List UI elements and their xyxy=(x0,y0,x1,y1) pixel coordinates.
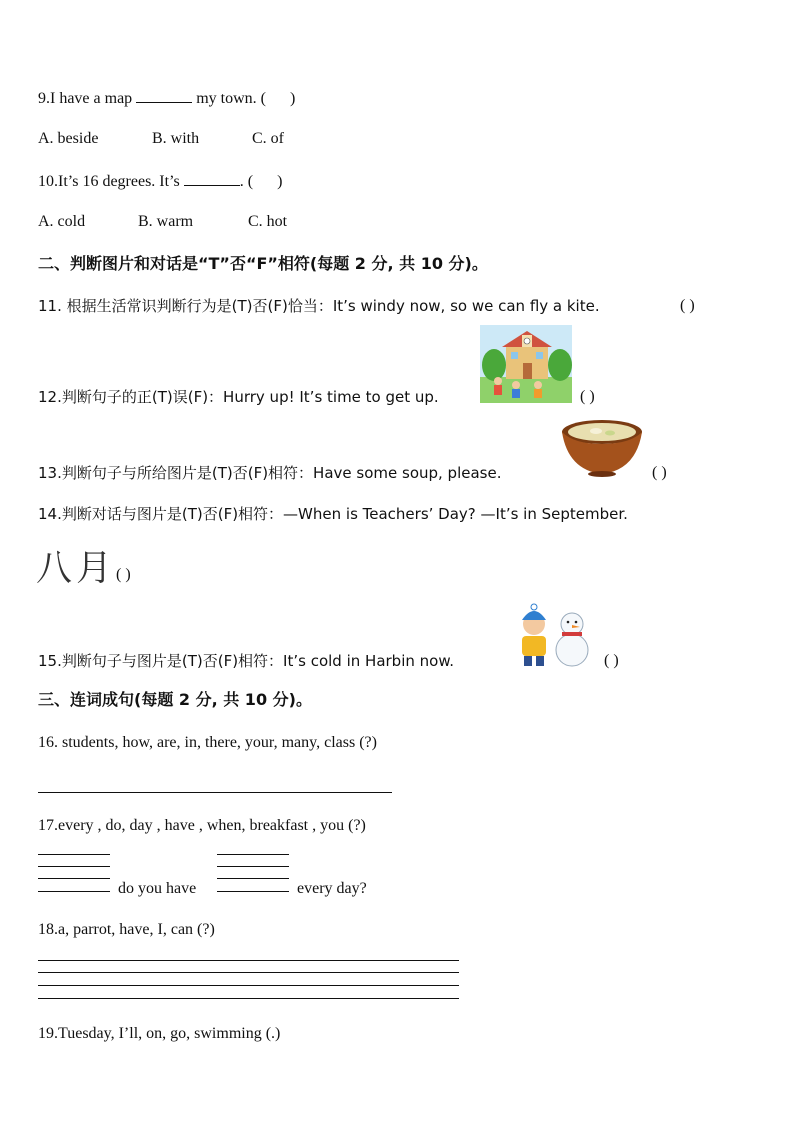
snowman-icon xyxy=(516,602,594,670)
soup-picture xyxy=(560,418,644,478)
question-17: 17.every , do, day , have , when, breakfast , you (?) xyxy=(38,817,366,834)
q11-answer-paren[interactable]: ( ) xyxy=(680,297,695,314)
answer-line[interactable] xyxy=(38,792,392,793)
option-a[interactable]: A. beside xyxy=(38,130,99,147)
q13-text: 13.判断句子与所给图片是(T)否(F)相符：Have some soup, please. xyxy=(38,464,502,482)
answer-line[interactable] xyxy=(38,891,110,892)
answer-line[interactable] xyxy=(217,891,289,892)
q17-end-text: every day? xyxy=(297,880,367,897)
option-b[interactable]: B. with xyxy=(152,130,200,147)
q13-answer-paren[interactable]: ( ) xyxy=(652,464,667,481)
option-b[interactable]: B. warm xyxy=(138,213,194,230)
option-c[interactable]: C. hot xyxy=(248,213,288,230)
q10-close: ) xyxy=(277,173,283,190)
q12-text: 12.判断句子的正(T)误(F)：Hurry up! It’s time to get up. xyxy=(38,388,439,406)
august-calendar-picture: 八月 xyxy=(36,548,117,589)
q15-text: 15.判断句子与图片是(T)否(F)相符：It’s cold in Harbin now. xyxy=(38,652,454,670)
q10-options xyxy=(38,212,287,232)
answer-line[interactable] xyxy=(38,998,459,999)
q14-text: 14.判断对话与图片是(T)否(F)相符：—When is Teachers’ Day? —It’s in September. xyxy=(38,505,628,523)
q9-text-b: my town. ( xyxy=(196,90,266,107)
question-9 xyxy=(38,88,295,109)
q9-close: ) xyxy=(289,90,296,107)
snowman-picture xyxy=(516,602,594,670)
option-a[interactable]: A. cold xyxy=(38,213,86,230)
q10-text-a: 10.It’s 16 degrees. It’s xyxy=(38,173,180,190)
question-18: 18.a, parrot, have, I, can (?) xyxy=(38,921,215,938)
section-3-heading: 三、连词成句(每题 2 分, 共 10 分)。 xyxy=(38,690,312,709)
q11-text: 11. 根据生活常识判断行为是(T)否(F)恰当：It’s windy now, so we can fly a kite. xyxy=(38,297,600,315)
answer-line[interactable] xyxy=(38,878,110,879)
question-15 xyxy=(38,651,454,671)
q10-text-b: . ( xyxy=(239,173,254,190)
question-10 xyxy=(38,171,282,192)
question-16: 16. students, how, are, in, there, your, many, class (?) xyxy=(38,734,377,751)
answer-line[interactable] xyxy=(38,985,459,986)
q17-middle-text: do you have xyxy=(118,880,197,897)
school-picture xyxy=(480,325,572,403)
question-14 xyxy=(38,504,628,524)
q15-answer-paren[interactable]: ( ) xyxy=(604,652,619,669)
q9-text-a: 9.I have a map xyxy=(38,90,133,107)
q9-options xyxy=(38,129,284,149)
q14-answer-paren[interactable]: ( ) xyxy=(116,566,131,583)
q12-answer-paren[interactable]: ( ) xyxy=(580,388,595,405)
school-icon xyxy=(480,325,572,403)
question-12 xyxy=(38,387,439,407)
answer-line[interactable] xyxy=(217,866,289,867)
option-c[interactable]: C. of xyxy=(252,130,284,147)
answer-blank[interactable] xyxy=(136,88,192,103)
question-11 xyxy=(38,296,600,316)
answer-line[interactable] xyxy=(38,854,110,855)
answer-line[interactable] xyxy=(217,878,289,879)
answer-line[interactable] xyxy=(38,866,110,867)
answer-blank[interactable] xyxy=(184,171,240,186)
soup-bowl-icon xyxy=(560,418,644,478)
question-19: 19.Tuesday, I’ll, on, go, swimming (.) xyxy=(38,1025,281,1042)
answer-line[interactable] xyxy=(38,972,459,973)
answer-line[interactable] xyxy=(38,960,459,961)
question-13 xyxy=(38,463,501,483)
answer-line[interactable] xyxy=(217,854,289,855)
section-2-heading: 二、判断图片和对话是“T”否“F”相符(每题 2 分, 共 10 分)。 xyxy=(38,254,488,273)
